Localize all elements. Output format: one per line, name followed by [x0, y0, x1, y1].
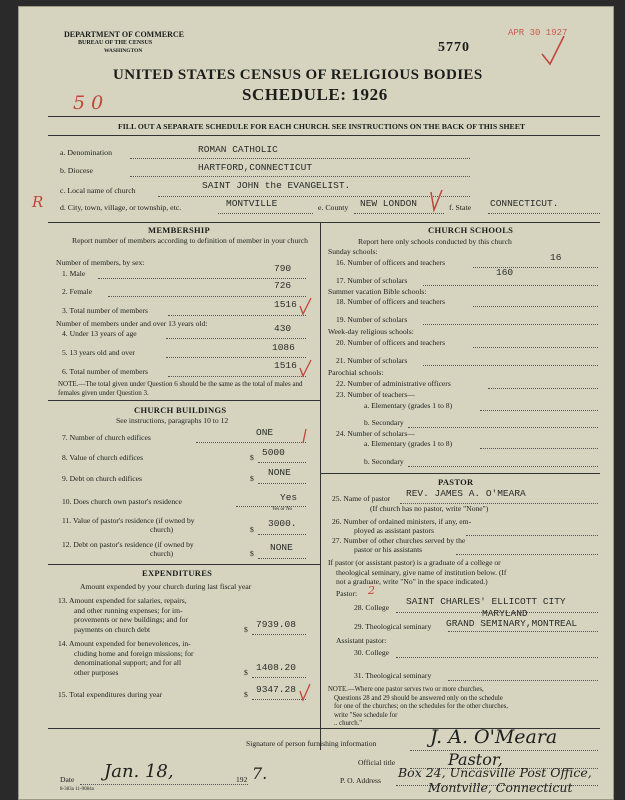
- check-mark-icon: [298, 296, 314, 316]
- q29-value: GRAND SEMINARY,MONTREAL: [446, 618, 578, 629]
- q2-value: 726: [274, 280, 292, 291]
- q11-label: 11. Value of pastor's residence (if owned by: [62, 516, 195, 525]
- county-value: NEW LONDON: [360, 198, 418, 209]
- q5-label: 5. 13 years old and over: [62, 348, 135, 357]
- q20-label: 20. Number of officers and teachers: [336, 338, 446, 347]
- asst-pastor-label: Assistant pastor:: [336, 636, 387, 645]
- denomination-value: ROMAN CATHOLIC: [198, 144, 278, 155]
- form-number: 5770: [438, 40, 470, 55]
- dollar-sign: $: [244, 668, 248, 677]
- dollar-sign: $: [244, 690, 248, 699]
- year-prefix: 192: [236, 775, 248, 784]
- check-mark-icon: [300, 428, 310, 444]
- age-label: Number of members under and over 13 years old:: [56, 319, 208, 328]
- q22-label: 22. Number of administrative officers: [336, 379, 451, 388]
- membership-note: NOTE.—The total given under Question 6 should be the same as the total of males and females given under Question 3.: [58, 380, 303, 397]
- dollar-sign: $: [250, 453, 254, 462]
- gradnote-line: If pastor (or assistant pastor) is a graduate of a college or: [328, 558, 501, 567]
- department-name: DEPARTMENT OF COMMERCE: [64, 30, 185, 39]
- pastor-heading: PASTOR: [438, 477, 474, 487]
- q10-label: 10. Does church own pastor's residence: [62, 497, 182, 506]
- pastornote-line: NOTE.—Where one pastor serves two or more churches,: [328, 686, 484, 693]
- q26-label-2: ployed as assistant pastors: [354, 526, 434, 535]
- q16-value: 16: [550, 252, 562, 263]
- q26-label: 26. Number of ordained ministers, if any, em-: [332, 517, 472, 526]
- q13-label: [58, 596, 188, 634]
- church-name-label: c. Local name of church: [60, 186, 136, 195]
- membership-heading: MEMBERSHIP: [148, 225, 211, 235]
- q24a-label: a. Elementary (grades 1 to 8): [364, 439, 453, 448]
- signature-label: Signature of person furnishing information: [246, 739, 377, 748]
- q14-line: 14. Amount expended for benevolences, in-: [58, 639, 191, 648]
- q23a-label: a. Elementary (grades 1 to 8): [364, 401, 453, 410]
- q13-value: 7939.08: [256, 619, 296, 630]
- graduate-note: [328, 558, 506, 587]
- dollar-sign: $: [244, 625, 248, 634]
- q14-line: other purposes: [74, 667, 119, 677]
- expenditures-sub: Amount expended by your church during last fiscal year: [80, 582, 252, 591]
- q17-value: 160: [496, 267, 514, 278]
- bureau-city: WASHINGTON: [104, 48, 143, 54]
- q15-value: 9347.28: [256, 684, 296, 695]
- date-label: Date: [60, 775, 75, 784]
- q27-label-2: pastor or his assistants: [354, 545, 423, 554]
- check-mark-icon: [538, 32, 568, 68]
- pastor-mark: 2: [368, 584, 375, 597]
- q3-label: 3. Total number of members: [62, 306, 149, 315]
- q11-label-2: church): [150, 525, 174, 534]
- date-value: Jan. 18,: [104, 761, 174, 782]
- q9-value: NONE: [268, 467, 291, 478]
- q10-value: Yes: [280, 492, 298, 503]
- bureau-name: BUREAU OF THE CENSUS: [78, 40, 153, 46]
- weekday-label: Week-day religious schools:: [328, 327, 414, 336]
- q21-label: 21. Number of scholars: [336, 356, 408, 365]
- q25-label: 25. Name of pastor: [332, 494, 391, 503]
- state-label: f. State: [449, 203, 472, 212]
- expenditures-heading: EXPENDITURES: [142, 568, 213, 578]
- pastornote-line: .. church.": [334, 720, 363, 727]
- margin-note: 5 0: [73, 92, 104, 114]
- buildings-heading: CHURCH BUILDINGS: [134, 405, 227, 415]
- denomination-label: a. Denomination: [60, 148, 112, 157]
- dollar-sign: $: [250, 525, 254, 534]
- schools-heading: CHURCH SCHOOLS: [428, 225, 514, 235]
- instruction-line: FILL OUT A SEPARATE SCHEDULE FOR EACH CHURCH. SEE INSTRUCTIONS ON THE BACK OF THIS SHEET: [118, 122, 526, 131]
- membership-intro: Report number of members according to definition of member in your church: [72, 236, 308, 245]
- q14-value: 1408.20: [256, 662, 296, 673]
- pastornote-line: write "See schedule for: [334, 711, 398, 719]
- q28-value: SAINT CHARLES' ELLICOTT CITY: [406, 596, 566, 607]
- form-title: UNITED STATES CENSUS OF RELIGIOUS BODIES: [113, 67, 483, 83]
- state-value: CONNECTICUT.: [490, 198, 559, 209]
- census-schedule-sheet: [18, 6, 614, 800]
- q28-value-2: MARYLAND: [482, 608, 528, 619]
- po-address-line-1: Box 24, Uncasville Post Office,: [398, 765, 592, 780]
- buildings-sub: See instructions, paragraphs 10 to 12: [116, 416, 229, 425]
- church-name-value: SAINT JOHN the EVANGELIST.: [202, 180, 351, 191]
- q24-label: 24. Number of scholars—: [336, 429, 415, 438]
- q6-value: 1516: [274, 360, 297, 371]
- city-value: MONTVILLE: [226, 198, 278, 209]
- q8-value: 5000: [262, 447, 285, 458]
- q18-label: 18. Number of officers and teachers: [336, 297, 446, 306]
- check-mark-icon: [298, 682, 312, 702]
- official-title: Pastor,: [448, 750, 503, 769]
- dollar-sign: $: [250, 549, 254, 558]
- q19-label: 19. Number of scholars: [336, 315, 408, 324]
- q28-label: 28. College: [354, 603, 390, 612]
- gradnote-line: theological seminary, give name of institution below. (If: [336, 567, 507, 577]
- q23-label: 23. Number of teachers—: [336, 390, 415, 399]
- q12-label-2: church): [150, 549, 174, 558]
- dollar-sign: $: [250, 474, 254, 483]
- diocese-value: HARTFORD,CONNECTICUT: [198, 162, 313, 173]
- sunday-label: Sunday schools:: [328, 247, 378, 256]
- q12-value: NONE: [270, 542, 293, 553]
- q23b-label: b. Secondary: [364, 418, 404, 427]
- q25-value: REV. JAMES A. O'MEARA: [406, 488, 526, 499]
- q27-label: 27. Number of other churches served by the: [332, 536, 466, 545]
- q3-value: 1516: [274, 299, 297, 310]
- q8-label: 8. Value of church edifices: [62, 453, 144, 462]
- city-label: d. City, town, village, or township, etc.: [60, 203, 182, 212]
- q1-value: 790: [274, 263, 292, 274]
- by-sex-label: Number of members, by sex:: [56, 258, 145, 267]
- q13-line: and other running expenses; for im-: [74, 605, 183, 615]
- po-address-line-2: Montville, Connecticut: [428, 780, 573, 795]
- q11-value: 3000.: [268, 518, 297, 529]
- pastornote-line: Questions 28 and 29 should be answered only on the schedule: [334, 694, 503, 702]
- q5-value: 1086: [272, 342, 295, 353]
- q1-label: 1. Male: [62, 269, 86, 278]
- q31-label: 31. Theological seminary: [354, 671, 432, 680]
- q30-label: 30. College: [354, 648, 390, 657]
- check-mark-icon: [298, 358, 314, 378]
- q4-value: 430: [274, 323, 292, 334]
- q9-label: 9. Debt on church edifices: [62, 474, 142, 483]
- year-value: 7.: [252, 764, 268, 783]
- q13-line: payments on church debt: [74, 624, 151, 634]
- q6-label: 6. Total number of members: [62, 367, 149, 376]
- q14-line: cluding home and foreign missions; for: [74, 648, 194, 658]
- q2-label: 2. Female: [62, 287, 92, 296]
- parochial-label: Parochial schools:: [328, 368, 384, 377]
- form-code: 8-383a 11-9084a: [60, 787, 94, 792]
- q25-hint: (If church has no pastor, write "None"): [370, 504, 489, 513]
- margin-mark: R: [32, 193, 44, 211]
- pastor-note: [328, 686, 508, 729]
- q7-value: ONE: [256, 427, 274, 438]
- q7-label: 7. Number of church edifices: [62, 433, 151, 442]
- q13-line: 13. Amount expended for salaries, repairs,: [58, 596, 187, 605]
- q12-label: 12. Debt on pastor's residence (if owned by: [62, 540, 194, 549]
- q4-label: 4. Under 13 years of age: [62, 329, 137, 338]
- schools-intro: Report here only schools conducted by this church: [358, 237, 512, 246]
- q29-label: 29. Theological seminary: [354, 622, 432, 631]
- check-mark-icon: [428, 188, 446, 214]
- county-label: e. County: [318, 203, 349, 212]
- q14-line: denominational support; and for all: [74, 658, 182, 667]
- q16-label: 16. Number of officers and teachers: [336, 258, 446, 267]
- schedule-title: SCHEDULE: 1926: [242, 85, 388, 104]
- summer-label: Summer vacation Bible schools:: [328, 287, 427, 296]
- gradnote-line: not a graduate, write "No" in the space indicated.): [336, 577, 488, 586]
- q13-line: provements or new buildings; and for: [74, 615, 189, 624]
- q17-label: 17. Number of scholars: [336, 276, 408, 285]
- yes-no-hint: Yes or No: [272, 507, 293, 512]
- q15-label: 15. Total expenditures during year: [58, 690, 163, 699]
- po-address-label: P. O. Address: [340, 776, 381, 785]
- received-date-stamp: APR 30 1927: [508, 28, 568, 38]
- pastor-sublabel: Pastor:: [336, 589, 358, 598]
- official-title-label: Official title: [358, 758, 396, 767]
- signature: J. A. O'Meara: [430, 726, 558, 748]
- q14-label: [58, 639, 194, 677]
- pastornote-line: for one of the churches; on the schedules for the other churches,: [334, 703, 509, 710]
- diocese-label: b. Diocese: [60, 166, 93, 175]
- q24b-label: b. Secondary: [364, 457, 404, 466]
